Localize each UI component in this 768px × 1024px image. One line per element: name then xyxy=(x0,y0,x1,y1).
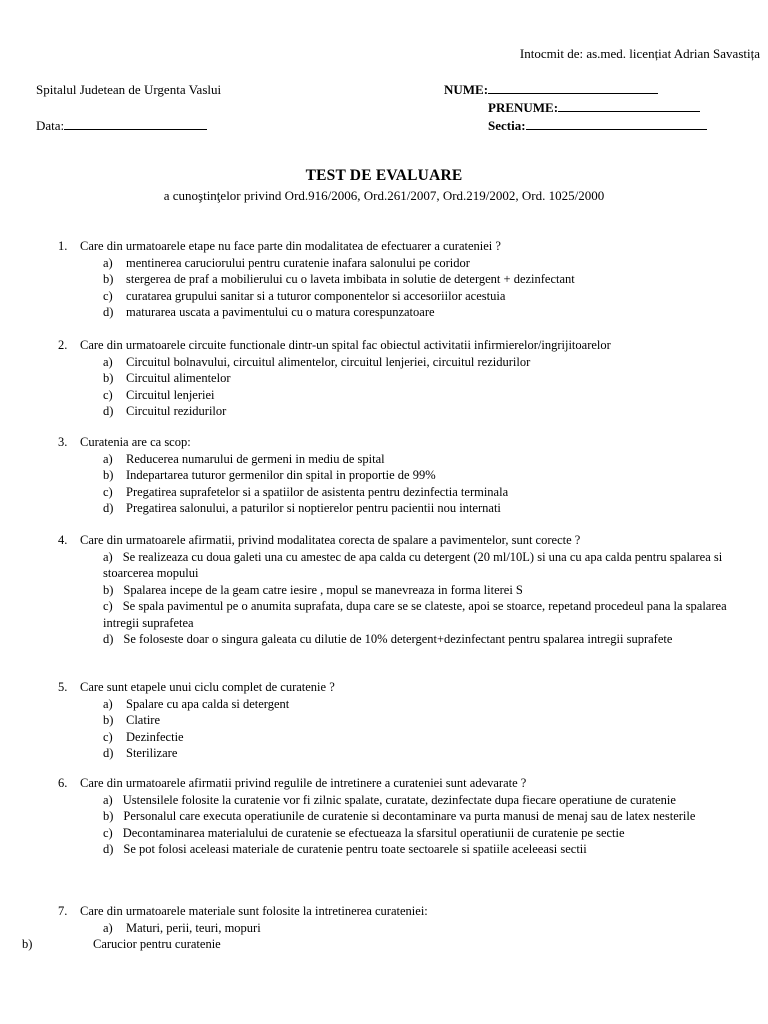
author-line: Intocmit de: as.med. licențiat Adrian Savastița xyxy=(519,46,760,61)
question-text: 1. Care din urmatoarele etape nu face parte din modalitatea de efectuarer a curateniei ? xyxy=(58,239,501,253)
surname-label: PRENUME: xyxy=(488,100,559,115)
answer-option-a[interactable]: a) Spalare cu apa calda si detergent xyxy=(103,696,290,711)
option-letter: b) xyxy=(103,468,114,482)
question-2 xyxy=(0,337,768,420)
answer-option-b[interactable]: b) Spalarea incepe de la geam catre iesire , mopul se manevreaza in forma literei S xyxy=(103,582,523,597)
name-label: NUME: xyxy=(444,82,489,97)
date-field[interactable] xyxy=(36,118,207,134)
option-letter: a) xyxy=(103,920,113,935)
option-letter: d) xyxy=(103,842,114,856)
answer-option-b[interactable]: b) Circuitul alimentelor xyxy=(103,371,231,385)
option-letter: c) xyxy=(103,599,113,613)
question-number: 3. xyxy=(58,435,68,449)
answer-option-d[interactable]: d) Pregatirea salonului, a paturilor si noptierelor pentru pacientii nou internati xyxy=(103,501,501,515)
answer-option-c[interactable]: c) Se spala pavimentul pe o anumita suprafata, dupa care se se clateste, apoi se stoarce, repetand procedeul pana la spalarea intregii suprafetea xyxy=(103,599,727,630)
answer-option-a[interactable]: a) Circuitul bolnavului, circuitul alimentelor, circuitul lenjeriei, circuitul rezidurilor xyxy=(103,354,531,369)
answer-option-c[interactable]: c) curatarea grupului sanitar si a tuturor componentelor si accesoriilor acestuia xyxy=(103,288,506,303)
option-letter: c) xyxy=(103,825,113,840)
answer-option-d[interactable]: d) Sterilizare xyxy=(103,746,178,760)
question-text: 4. Care din urmatoarele afirmatii, privind modalitatea corecta de spalare a pavimentelor, sunt corecte ? xyxy=(58,533,581,547)
question-1 xyxy=(0,238,768,321)
option-letter: b) xyxy=(103,272,114,286)
answer-option-d[interactable]: d) Circuitul rezidurilor xyxy=(103,404,227,418)
question-text: 6. Care din urmatoarele afirmatii privind regulile de intretinere a curateniei sunt adevarate ? xyxy=(58,776,527,790)
answer-option-b[interactable]: b) Personalul care executa operatiunile de curatenie si decontaminare va purta manusi de menaj sau de latex nesterile xyxy=(103,809,696,823)
option-letter: b) xyxy=(103,713,114,727)
option-letter: c) xyxy=(103,729,113,744)
question-number: 2. xyxy=(58,338,68,352)
option-letter: b) xyxy=(103,582,114,597)
test-subtitle: a cunoştinţelor privind Ord.916/2006, Ord.261/2007, Ord.219/2002, Ord. 1025/2000 xyxy=(163,188,605,203)
option-letter: a) xyxy=(103,549,113,564)
option-letter: a) xyxy=(103,354,113,369)
answer-option-a[interactable]: a) Ustensilele folosite la curatenie vor fi zilnic spalate, curatate, dezinfectate dupa fiecare operatiune de curatenie xyxy=(103,792,676,807)
answer-option-a[interactable]: a) Se realizeaza cu doua galeti una cu amestec de apa calda cu detergent (20 ml/10L) si una cu apa calda pentru spalarea si stoarcerea mopului xyxy=(103,549,723,580)
answer-option-a[interactable]: a) mentinerea caruciorului pentru curatenie inafara salonului pe coridor xyxy=(103,255,470,270)
date-label: Data: xyxy=(36,118,65,133)
option-letter: a) xyxy=(103,255,113,270)
option-letter: d) xyxy=(103,501,114,515)
answer-option-a[interactable]: a) Maturi, perii, teuri, mopuri xyxy=(103,920,261,935)
option-letter: a) xyxy=(103,451,113,466)
answer-option-c[interactable]: c) Dezinfectie xyxy=(103,729,184,744)
option-letter: a) xyxy=(103,792,113,807)
question-text: 7. Care din urmatoarele materiale sunt folosite la intretinerea curateniei: xyxy=(58,904,428,918)
question-text: 5. Care sunt etapele unui ciclu complet de curatenie ? xyxy=(58,680,335,694)
answer-option-c[interactable]: c) Pregatirea suprafetelor si a spatiilor de asistenta pentru dezinfectia terminala xyxy=(103,484,509,499)
surname-blank-line[interactable] xyxy=(558,100,700,112)
hospital-name: Spitalul Judetean de Urgenta Vaslui xyxy=(36,82,222,97)
option-letter: c) xyxy=(103,387,113,402)
option-letter: d) xyxy=(103,632,114,646)
option-letter: d) xyxy=(103,746,114,760)
answer-option-b[interactable]: b) stergerea de praf a mobilierului cu o laveta imbibata in solutie de detergent + dezinfectant xyxy=(103,272,575,286)
option-letter: b) xyxy=(103,809,114,823)
question-text: 3. Curatenia are ca scop: xyxy=(58,435,191,449)
name-blank-line[interactable] xyxy=(488,82,658,94)
answer-option-d[interactable]: d) Se foloseste doar o singura galeata cu dilutie de 10% detergent+dezinfectant pentru spalarea intregii suprafete xyxy=(103,632,673,646)
option-letter: d) xyxy=(103,305,114,319)
question-number: 5. xyxy=(58,680,68,694)
answer-option-d[interactable]: d) maturarea uscata a pavimentului cu o matura corespunzatoare xyxy=(103,305,435,319)
answer-option-b[interactable]: b) Indepartarea tuturor germenilor din spital in proportie de 99% xyxy=(103,468,436,482)
answer-option-c[interactable]: c) Decontaminarea materialului de curatenie se efectueaza la sfarsitul operatiunii de curatenie pe sectie xyxy=(103,825,625,840)
question-text: 2. Care din urmatoarele circuite functionale dintr-un spital fac obiectul activitatii infirmierelor/ingrijitoarelor xyxy=(58,338,611,352)
option-letter: b) xyxy=(103,371,114,385)
question-5 xyxy=(0,679,768,762)
question-4 xyxy=(0,532,768,648)
answer-option-c[interactable]: c) Circuitul lenjeriei xyxy=(103,387,215,402)
option-letter: a) xyxy=(103,696,113,711)
question-number: 6. xyxy=(58,776,68,790)
option-letter: b) xyxy=(22,937,33,951)
answer-option-b[interactable]: b) Clatire xyxy=(103,713,161,727)
question-number: 7. xyxy=(58,904,68,918)
question-number: 1. xyxy=(58,239,68,253)
question-7 xyxy=(0,903,768,953)
section-label: Sectia: xyxy=(488,118,526,133)
question-3 xyxy=(0,434,768,517)
answer-option-a[interactable]: a) Reducerea numarului de germeni in mediu de spital xyxy=(103,451,385,466)
answer-option-d[interactable]: d) Se pot folosi aceleasi materiale de curatenie pentru toate sectoarele si spatiile aceleeasi sectii xyxy=(103,842,587,856)
option-letter: c) xyxy=(103,288,113,303)
section-field[interactable] xyxy=(488,118,707,134)
section-blank-line[interactable] xyxy=(526,118,707,130)
option-letter: d) xyxy=(103,404,114,418)
option-letter: c) xyxy=(103,484,113,499)
name-field[interactable] xyxy=(444,82,658,98)
test-title: TEST DE EVALUARE xyxy=(305,167,463,184)
surname-field[interactable] xyxy=(488,100,700,116)
answer-option-b[interactable]: b) Carucior pentru curatenie xyxy=(22,937,221,951)
question-6 xyxy=(0,775,768,858)
question-number: 4. xyxy=(58,533,68,547)
date-blank-line[interactable] xyxy=(64,118,207,130)
